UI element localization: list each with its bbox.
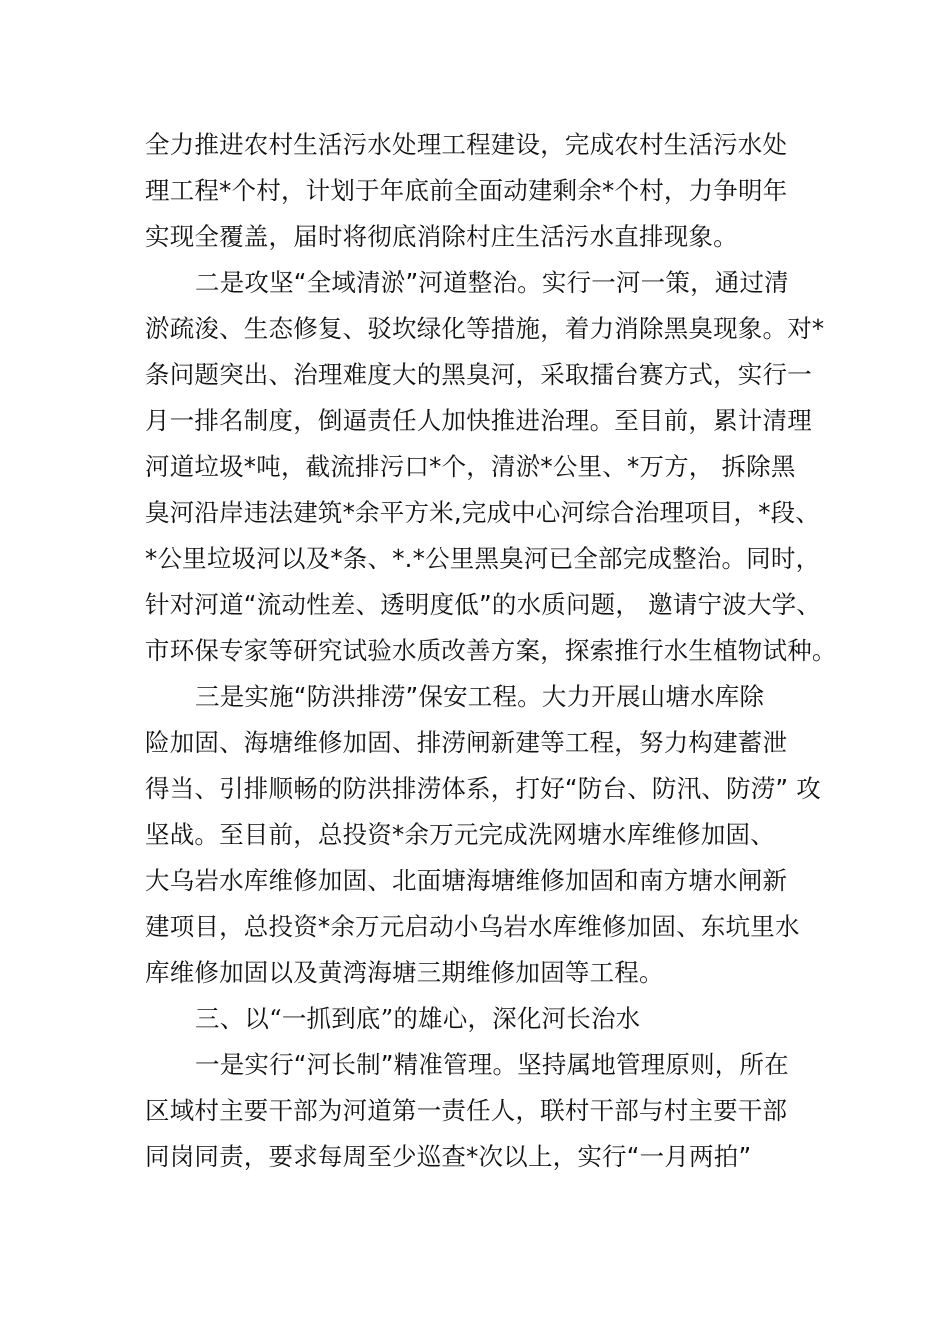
text-line: 险加固、海塘维修加固、排涝闸新建等工程，努力构建蓄泄 bbox=[145, 728, 788, 757]
text-line: 条问题突出、治理难度大的黑臭河，采取擂台赛方式，实行一 bbox=[145, 360, 812, 389]
text-line: 臭河沿岸违法建筑*余平方米,完成中心河综合治理项目，*段、 bbox=[145, 498, 821, 527]
text-line: 月一排名制度，倒逼责任人加快推进治理。至目前，累计清理 bbox=[145, 406, 812, 435]
text-line: 库维修加固以及黄湾海塘三期维修加固等工程。 bbox=[145, 958, 664, 987]
text-line: 得当、引排顺畅的防洪排涝体系，打好“防台、防汛、防涝” 攻 bbox=[145, 774, 821, 803]
text-line: 建项目，总投资*余万元启动小乌岩水库维修加固、东坑里水 bbox=[145, 912, 800, 941]
body-text bbox=[145, 122, 835, 1180]
text-line: 区域村主要干部为河道第一责任人，联村干部与村主要干部 bbox=[145, 1096, 788, 1125]
paragraph-start-line: 三是实施“防洪排涝”保安工程。大力开展山塘水库除 bbox=[195, 682, 765, 711]
paragraph-start-line: 一是实行“河长制”精准管理。坚持属地管理原则，所在 bbox=[195, 1050, 789, 1079]
text-line: 全力推进农村生活污水处理工程建设，完成农村生活污水处 bbox=[145, 130, 788, 159]
text-line: 河道垃圾*吨，截流排污口*个，清淤*公里、*万方， 拆除黑 bbox=[145, 452, 796, 481]
text-line: 市环保专家等研究试验水质改善方案，探索推行水生植物试种。 bbox=[145, 636, 837, 665]
text-line: 淤疏浚、生态修复、驳坎绿化等措施，着力消除黑臭现象。对* bbox=[145, 314, 825, 343]
text-line: 大乌岩水库维修加固、北面塘海塘维修加固和南方塘水闸新 bbox=[145, 866, 788, 895]
paragraph-start-line: 二是攻坚“全域清淤”河道整治。实行一河一策，通过清 bbox=[195, 268, 789, 297]
text-line: 同岗同责，要求每周至少巡查*次以上，实行“一月两拍” bbox=[145, 1142, 752, 1171]
text-line: 实现全覆盖，届时将彻底消除村庄生活污水直排现象。 bbox=[145, 222, 738, 251]
text-line: 坚战。至目前，总投资*余万元完成洗网塘水库维修加固、 bbox=[145, 820, 775, 849]
text-line: 针对河道“流动性差、透明度低”的水质问题， 邀请宁波大学、 bbox=[145, 590, 821, 619]
text-line: 理工程*个村，计划于年底前全面动建剩余*个村，力争明年 bbox=[145, 176, 788, 205]
text-line: *公里垃圾河以及*条、*.*公里黑臭河已全部完成整治。同时， bbox=[145, 544, 821, 573]
section-heading: 三、以“一抓到底”的雄心，深化河长治水 bbox=[195, 1004, 641, 1033]
